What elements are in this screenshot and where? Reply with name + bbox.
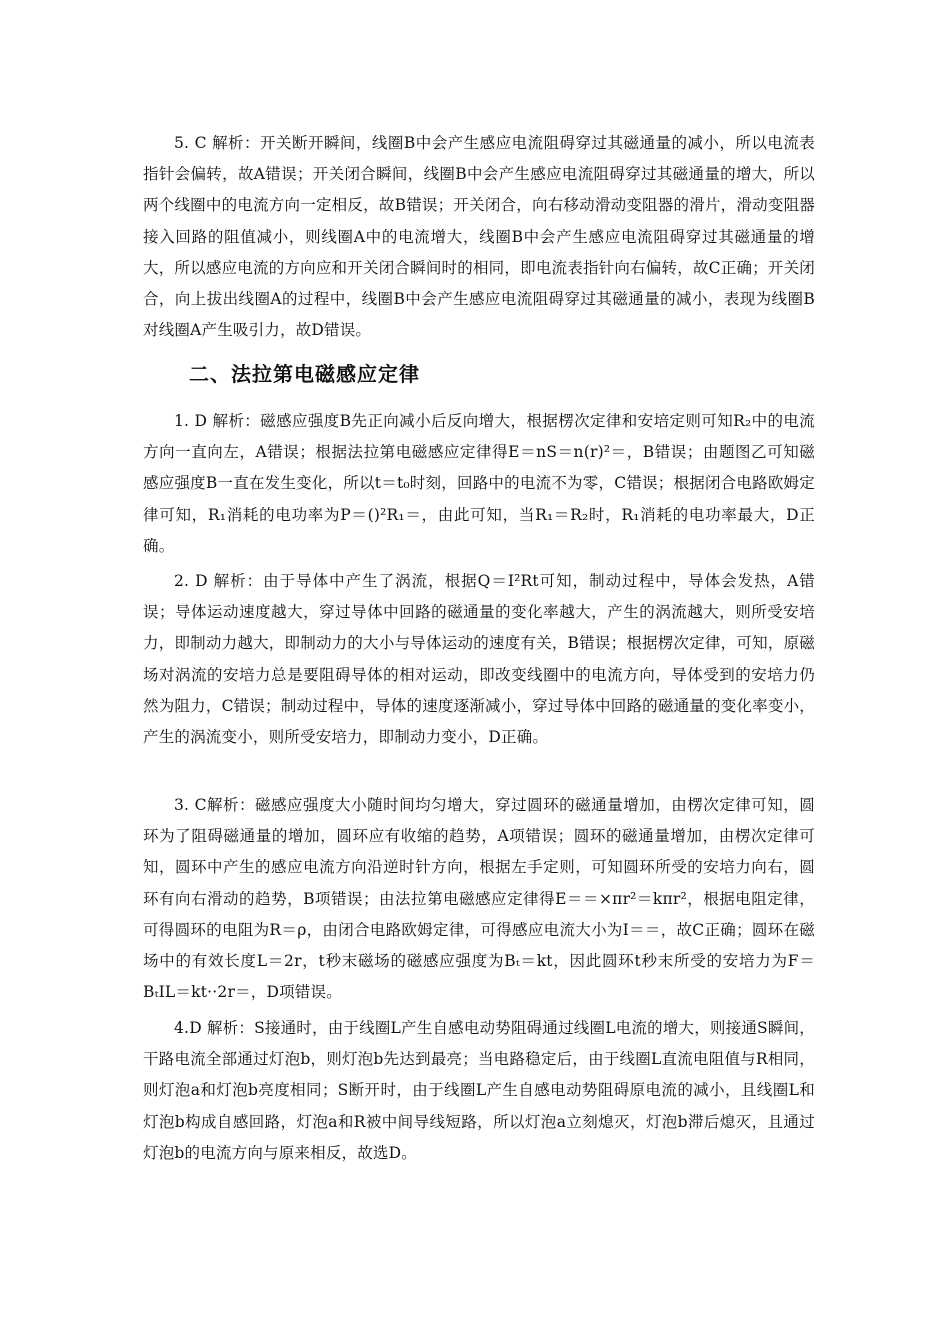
section-heading: 二、法拉第电磁感应定律 xyxy=(189,362,420,386)
answer-4 xyxy=(143,1013,815,1169)
answer-1 xyxy=(143,406,815,562)
answer-5-text: 5. C 解析：开关断开瞬间，线圈B中会产生感应电流阻碍穿过其磁通量的减小，所以电流表指针会偏转，故A错误；开关闭合瞬间，线圈B中会产生感应电流阻碍穿过其磁通量的增大，所以两个线圈中的电流方向一定相反，故B错误；开关闭合，向右移动滑动变阻器的滑片，滑动变阻器接入回路的阻值减小，则线圈A中的电流增大，线圈B中会产生感应电流阻碍穿过其磁通量的增大，所以感应电流的方向应和开关闭合瞬间时的相同，即电流表指针向右偏转，故C正确；开关闭合，向上拔出线圈A的过程中，线圈B中会产生感应电流阻碍穿过其磁通量的减小，表现为线圈B对线圈A产生吸引力，故D错误。 xyxy=(143,134,815,340)
answer-3-text: 3. C解析：磁感应强度大小随时间均匀增大，穿过圆环的磁通量增加，由楞次定律可知，圆环为了阻碍磁通量的增加，圆环应有收缩的趋势，A项错误；圆环的磁通量增加，由楞次定律可知，圆环中产生的感应电流方向沿逆时针方向，根据左手定则，可知圆环所受的安培力向右，圆环有向右滑动的趋势，B项错误；由法拉第电磁感应定律得E＝＝×πr²＝kπr²，根据电阻定律，可得圆环的电阻为R＝ρ，由闭合电路欧姆定律，可得感应电流大小为I＝＝，故C正确；圆环在磁场中的有效长度L＝2r，t秒末磁场的磁感应强度为Bₜ＝kt，因此圆环t秒末所受的安培力为F＝BₜIL＝kt··2r＝，D项错误。 xyxy=(143,796,815,1002)
answer-2 xyxy=(143,566,815,753)
answer-5 xyxy=(143,128,815,346)
answer-1-text: 1. D 解析：磁感应强度B先正向减小后反向增大，根据楞次定律和安培定则可知R₂中的电流方向一直向左，A错误；根据法拉第电磁感应定律得E＝nS＝n(r)²＝，B错误；由题图乙可知磁感应强度B一直在发生变化，所以t＝t₀时刻，回路中的电流不为零，C错误；根据闭合电路欧姆定律可知，R₁消耗的电功率为P＝()²R₁＝，由此可知，当R₁＝R₂时，R₁消耗的电功率最大，D正确。 xyxy=(143,412,815,555)
answer-3 xyxy=(143,790,815,1008)
answer-2-text: 2. D 解析：由于导体中产生了涡流，根据Q＝I²Rt可知，制动过程中，导体会发热，A错误；导体运动速度越大，穿过导体中回路的磁通量的变化率越大，产生的涡流越大，则所受安培力，即制动力越大，即制动力的大小与导体运动的速度有关，B错误；根据楞次定律，可知，原磁场对涡流的安培力总是要阻碍导体的相对运动，即改变线圈中的电流方向，导体受到的安培力仍然为阻力，C错误；制动过程中，导体的速度逐渐减小，穿过导体中回路的磁通量的变化率变小，产生的涡流变小，则所受安培力，即制动力变小，D正确。 xyxy=(143,572,815,747)
answer-4-text: 4.D 解析：S接通时，由于线圈L产生自感电动势阻碍通过线圈L电流的增大，则接通S瞬间，干路电流全部通过灯泡b，则灯泡b先达到最亮；当电路稳定后，由于线圈L直流电阻值与R相同，则灯泡a和灯泡b亮度相同；S断开时，由于线圈L产生自感电动势阻碍原电流的减小，且线圈L和灯泡b构成自感回路，灯泡a和R被中间导线短路，所以灯泡a立刻熄灭，灯泡b滞后熄灭，且通过灯泡b的电流方向与原来相反，故选D。 xyxy=(143,1019,815,1162)
